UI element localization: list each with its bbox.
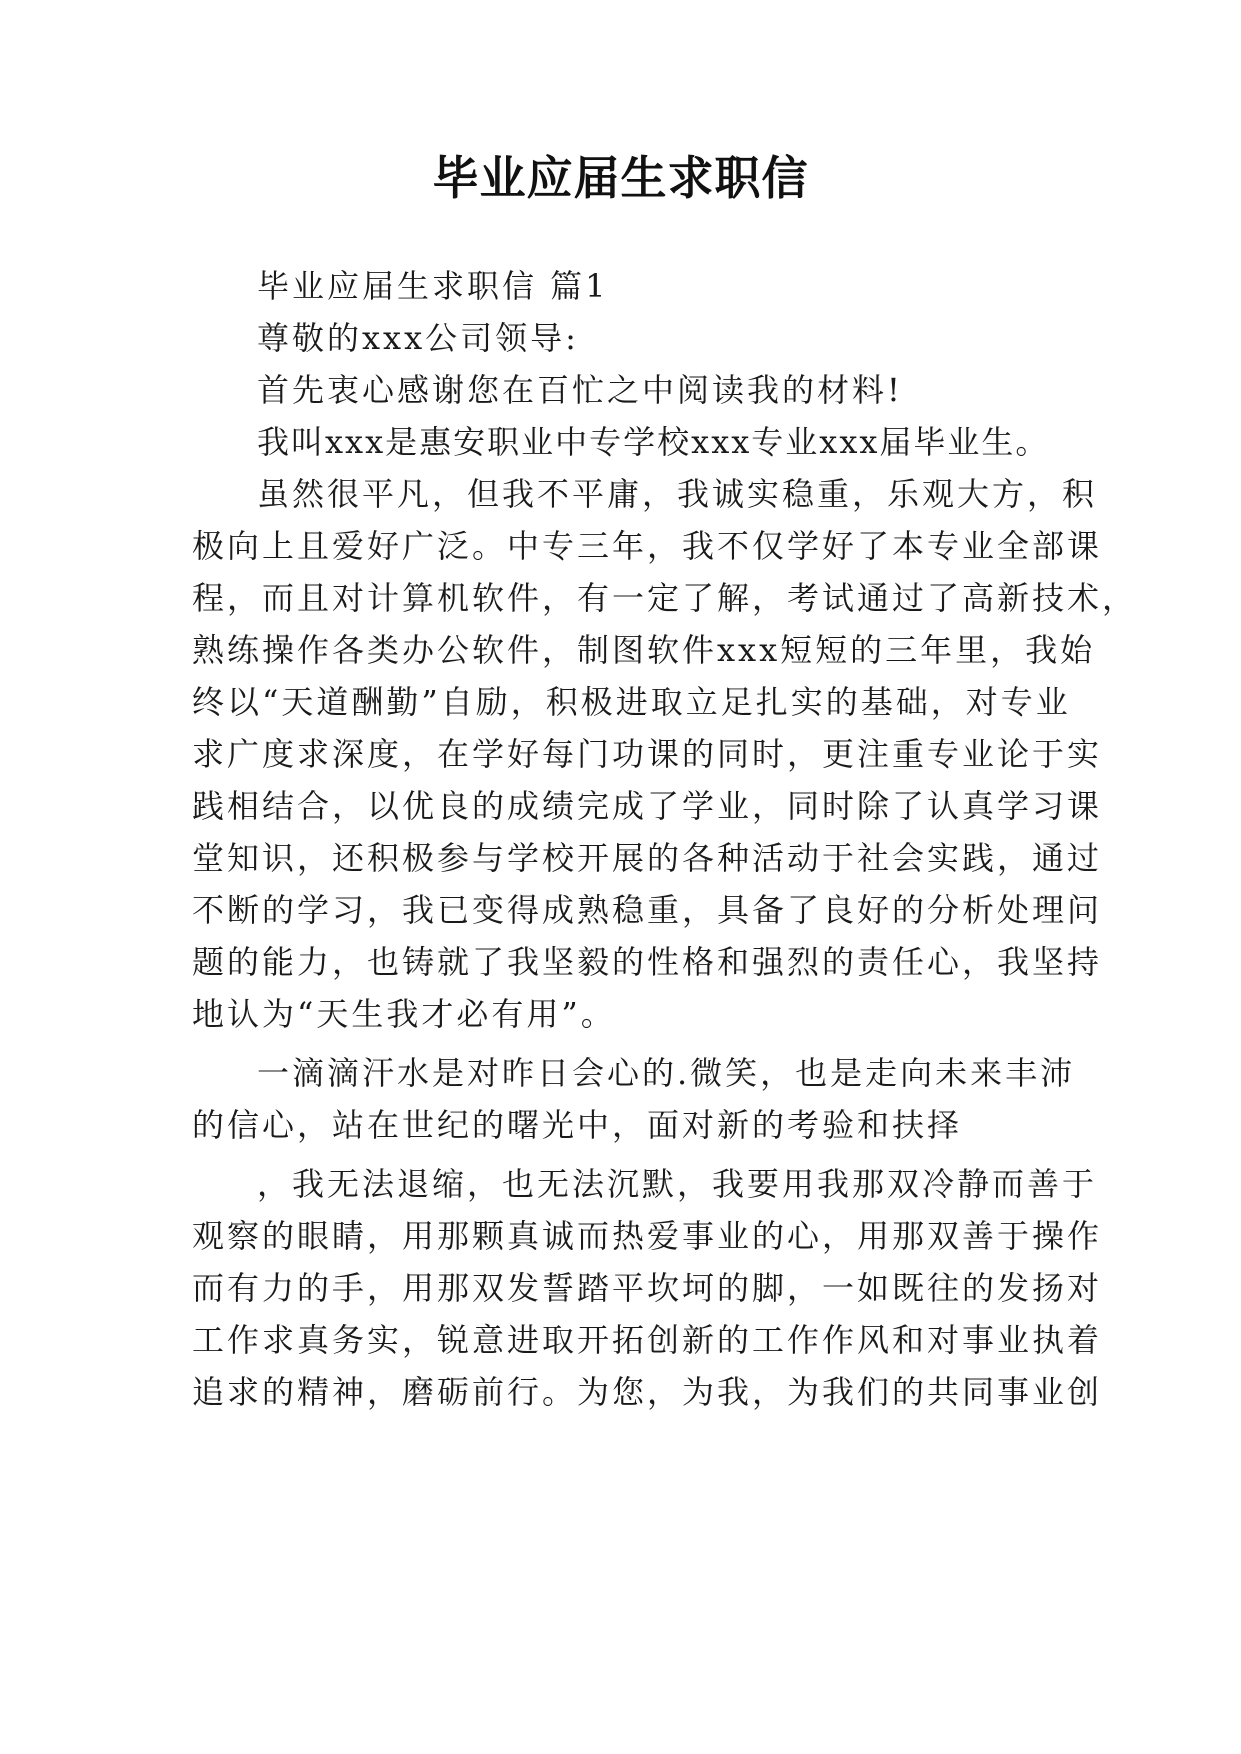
salutation: 尊敬的xxx公司领导: <box>257 319 579 357</box>
paragraph-line: 观察的眼睛，用那颗真诚而热爱事业的心，用那双善于操作 <box>192 1217 1103 1255</box>
section-heading: 毕业应届生求职信 篇1 <box>257 267 609 305</box>
paragraph-line: 首先衷心感谢您在百忙之中阅读我的材料! <box>257 371 903 409</box>
paragraph-line: 题的能力，也铸就了我坚毅的性格和强烈的责任心，我坚持 <box>192 943 1103 981</box>
paragraph-line: 的信心，站在世纪的曙光中，面对新的考验和扶择 <box>192 1106 963 1144</box>
paragraph-line: 工作求真务实，锐意进取开拓创新的工作作风和对事业执着 <box>192 1321 1103 1359</box>
paragraph-line: 地认为“天生我才必有用”。 <box>192 995 616 1033</box>
paragraph-line: 堂知识，还积极参与学校开展的各种活动于社会实践，通过 <box>192 839 1103 877</box>
paragraph-line: 我叫xxx是惠安职业中专学校xxx专业xxx届毕业生。 <box>257 423 1050 461</box>
paragraph-line: 程，而且对计算机软件，有一定了解，考试通过了高新技术， <box>192 579 1138 617</box>
paragraph-line: 虽然很平凡，但我不平庸，我诚实稳重，乐观大方，积 <box>257 475 1098 513</box>
paragraph-line: 熟练操作各类办公软件，制图软件xxx短短的三年里，我始 <box>192 631 1096 669</box>
paragraph-line: ，我无法退缩，也无法沉默，我要用我那双冷静而善于 <box>257 1165 1098 1203</box>
paragraph-line: 而有力的手，用那双发誓踏平坎坷的脚，一如既往的发扬对 <box>192 1269 1103 1307</box>
paragraph-line: 追求的精神，磨砺前行。为您，为我，为我们的共同事业创 <box>192 1373 1103 1411</box>
paragraph-line: 极向上且爱好广泛。中专三年，我不仅学好了本专业全部课 <box>192 527 1103 565</box>
paragraph-line: 终以“天道酬勤”自励，积极进取立足扎实的基础，对专业 <box>192 683 1071 721</box>
paragraph-line: 不断的学习，我已变得成熟稳重，具备了良好的分析处理问 <box>192 891 1103 929</box>
document-title: 毕业应届生求职信 <box>432 151 809 205</box>
paragraph-line: 践相结合，以优良的成绩完成了学业，同时除了认真学习课 <box>192 787 1103 825</box>
paragraph-line: 求广度求深度，在学好每门功课的同时，更注重专业论于实 <box>192 735 1103 773</box>
paragraph-line: 一滴滴汗水是对昨日会心的.微笑，也是走向未来丰沛 <box>257 1054 1076 1092</box>
